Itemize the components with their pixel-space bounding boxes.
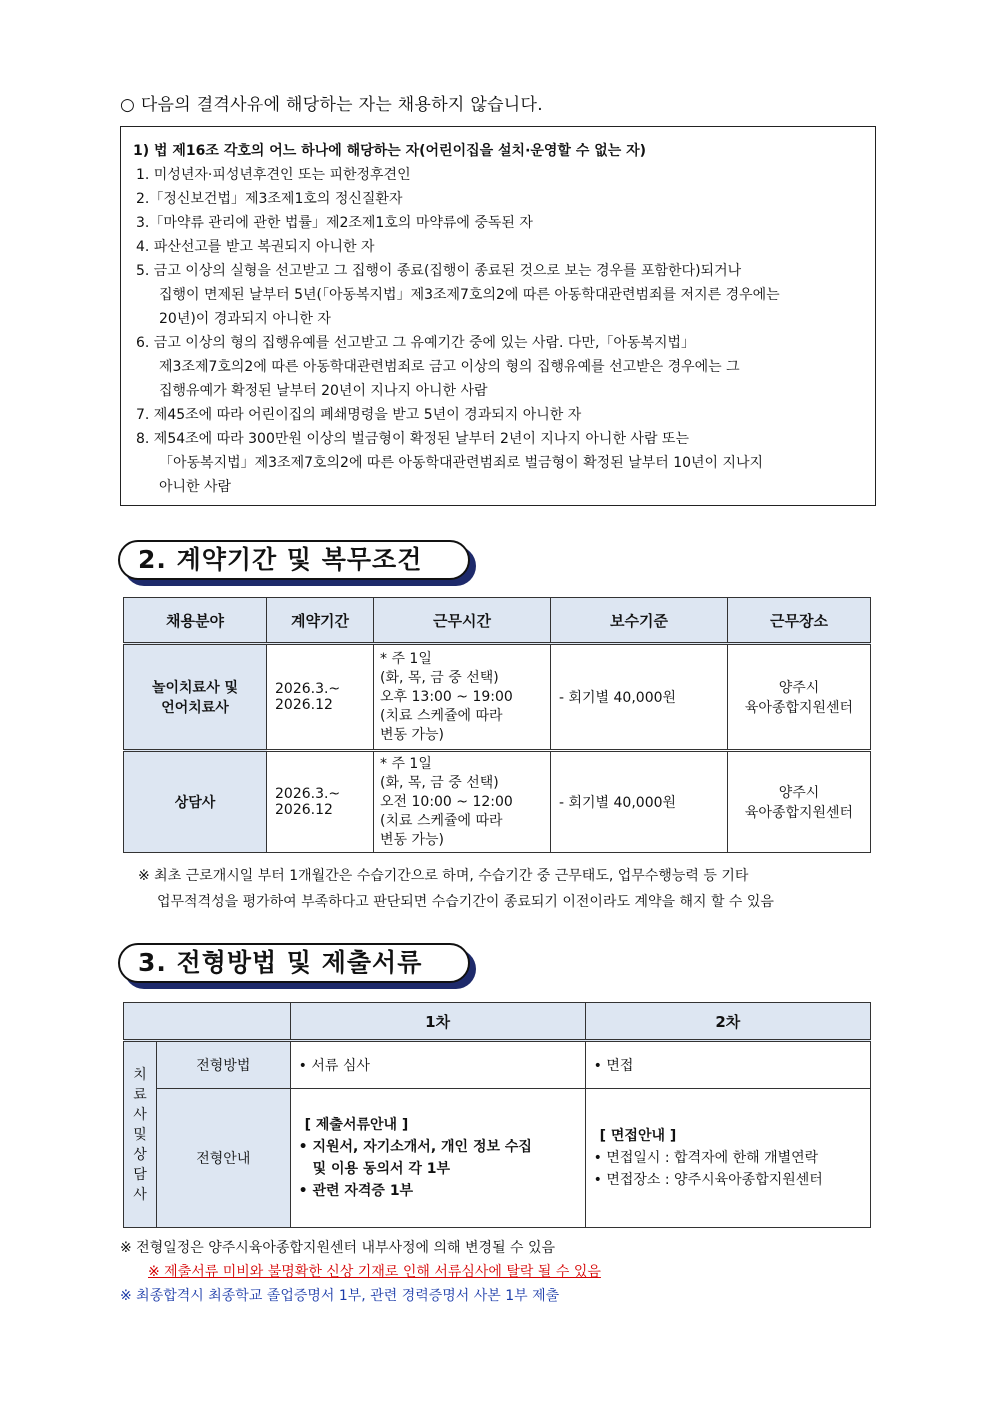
section3-title-badge (118, 943, 470, 983)
disqualification-item-cont: 아니한 사람 (159, 479, 232, 495)
row-hours-line: (치료 스케쥴에 따라 (380, 812, 503, 829)
probation-note-line: ※ 최초 근로개시일 부터 1개월간은 수습기간으로 하며, 수습기간 중 근무태도, 업무수행능력 등 기타 (138, 868, 749, 884)
disqualification-item: 6. 금고 이상의 형의 집행유예를 선고받고 그 유예기간 중에 있는 사람. 다만,「아동복지법」 (136, 335, 696, 351)
section2-title: 2. 계약기간 및 복무조건 (118, 540, 470, 580)
group-label-char: 및 (133, 1126, 147, 1143)
header-field: 채용분야 (124, 598, 267, 644)
header-stage1: 1차 (290, 1003, 585, 1041)
row-period-line: 2026.12 (275, 802, 333, 818)
group-label (124, 1041, 157, 1228)
row-hours-line: * 주 1일 (380, 650, 432, 667)
row-hours (374, 644, 551, 751)
row-place (728, 644, 871, 751)
guide-stage1-line: • 지원서, 자기소개서, 개인 정보 수집 (298, 1139, 532, 1155)
row-pay: - 회기별 40,000원 (551, 751, 728, 853)
selection-header-row (124, 1003, 871, 1041)
row-period-line: 2026.3.~ (275, 681, 341, 697)
row-hours-line: * 주 1일 (380, 755, 432, 772)
row-field (124, 644, 267, 751)
row-place (728, 751, 871, 853)
guide-stage2-line: • 면접장소 : 양주시육아종합지원센터 (593, 1172, 823, 1188)
row-place-line: 양주시 (778, 680, 820, 696)
group-label-char: 료 (133, 1086, 147, 1103)
row-period-line: 2026.3.~ (275, 786, 341, 802)
group-label-char: 담 (133, 1166, 147, 1183)
intro-text: ○ 다음의 결격사유에 해당하는 자는 채용하지 않습니다. (120, 95, 543, 115)
row-field-line: 언어치료사 (161, 700, 229, 716)
disqualification-item: 8. 제54조에 따라 300만원 이상의 벌금형이 확정된 날부터 2년이 지나지 아니한 사람 또는 (136, 431, 689, 447)
row-place-line: 육아종합지원센터 (744, 700, 854, 716)
disqualification-item-cont: 집행이 면제된 날부터 5년(「아동복지법」제3조제7호의2에 따른 아동학대관련범죄를 저지른 경우에는 (159, 287, 780, 303)
disqualification-item-cont: 집행유예가 확정된 날부터 20년이 지나지 아니한 사람 (159, 383, 488, 399)
guide-stage2-title: [ 면접안내 ] (599, 1128, 677, 1144)
header-pay: 보수기준 (551, 598, 728, 644)
header-period: 계약기간 (267, 598, 374, 644)
guide-stage2 (585, 1089, 870, 1228)
probation-note-line: 업무적격성을 평가하여 부족하다고 판단되면 수습기간이 종료되기 이전이라도 계약을 해지 할 수 있음 (157, 894, 774, 910)
method-row (124, 1041, 871, 1089)
selection-table (123, 1002, 871, 1228)
row-pay: - 회기별 40,000원 (551, 644, 728, 751)
disqualification-item-cont: 20년)이 경과되지 아니한 자 (159, 311, 331, 327)
contract-header-row (124, 598, 871, 644)
schedule-note: ※ 전형일정은 양주시육아종합지원센터 내부사정에 의해 변경될 수 있음 (120, 1240, 556, 1256)
method-stage1: • 서류 심사 (290, 1041, 585, 1089)
disqualification-item-cont: 제3조제7호의2에 따른 아동학대관련범죄로 금고 이상의 형의 집행유예를 선고받은 경우에는 그 (159, 359, 740, 375)
guide-label: 전형안내 (157, 1089, 291, 1228)
group-label-char: 사 (133, 1106, 147, 1123)
probation-note (138, 863, 774, 915)
row-hours-line: 변동 가능) (380, 831, 445, 848)
guide-stage1-title: [ 제출서류안내 ] (304, 1117, 409, 1133)
row-hours-line: (치료 스케쥴에 따라 (380, 707, 503, 724)
row-period-line: 2026.12 (275, 697, 333, 713)
row-hours (374, 751, 551, 853)
row-hours-line: (화, 목, 금 중 선택) (380, 669, 499, 686)
contract-row (124, 751, 871, 853)
header-place: 근무장소 (728, 598, 871, 644)
method-stage2: • 면접 (585, 1041, 870, 1089)
row-period (267, 644, 374, 751)
guide-stage1 (290, 1089, 585, 1228)
group-label-char: 상 (133, 1146, 147, 1163)
row-place-line: 양주시 (778, 785, 820, 801)
guide-row (124, 1089, 871, 1228)
disqualification-item-cont: 「아동복지법」제3조제7호의2에 따른 아동학대관련범죄로 벌금형이 확정된 날부터 10년이 지나지 (159, 455, 764, 471)
header-blank (124, 1003, 291, 1041)
guide-stage1-line: 및 이용 동의서 각 1부 (312, 1161, 451, 1177)
row-period (267, 751, 374, 853)
document-warning-note: ※ 제출서류 미비와 불명확한 신상 기재로 인해 서류심사에 탈락 될 수 있음 (148, 1264, 601, 1280)
row-field-line: 놀이치료사 및 (151, 680, 239, 696)
disqualification-item: 2.「정신보건법」제3조제1호의 정신질환자 (136, 191, 403, 207)
section2-title-badge (118, 540, 470, 580)
contract-table (123, 597, 871, 853)
disqualification-item: 1. 미성년자·피성년후견인 또는 피한정후견인 (136, 167, 411, 183)
header-stage2: 2차 (585, 1003, 870, 1041)
disqualification-item: 5. 금고 이상의 실형을 선고받고 그 집행이 종료(집행이 종료된 것으로 보는 경우를 포함한다)되거나 (136, 263, 742, 279)
contract-row (124, 644, 871, 751)
row-hours-line: (화, 목, 금 중 선택) (380, 774, 499, 791)
guide-stage1-line: • 관련 자격증 1부 (298, 1183, 414, 1199)
group-label-char: 사 (133, 1186, 147, 1203)
disqualification-box (120, 126, 876, 506)
row-hours-line: 변동 가능) (380, 726, 445, 743)
row-hours-line: 오전 10:00 ~ 12:00 (380, 793, 513, 810)
final-documents-note: ※ 최종합격시 최종학교 졸업증명서 1부, 관련 경력증명서 사본 1부 제출 (120, 1288, 560, 1304)
row-field-line: 상담사 (174, 795, 216, 811)
disqualification-list (133, 163, 863, 499)
disqualification-item: 4. 파산선고를 받고 복권되지 아니한 자 (136, 239, 375, 255)
method-label: 전형방법 (157, 1041, 291, 1089)
row-field (124, 751, 267, 853)
group-label-char: 치 (133, 1066, 147, 1083)
row-place-line: 육아종합지원센터 (744, 805, 854, 821)
header-hours: 근무시간 (374, 598, 551, 644)
guide-stage2-line: • 면접일시 : 합격자에 한해 개별연락 (593, 1150, 819, 1166)
row-hours-line: 오후 13:00 ~ 19:00 (380, 688, 513, 705)
disqualification-heading: 1) 법 제16조 각호의 어느 하나에 해당하는 자(어린이집을 설치·운영할 수 없는 자) (133, 143, 647, 159)
section3-title: 3. 전형방법 및 제출서류 (118, 943, 470, 983)
disqualification-item: 7. 제45조에 따라 어린이집의 폐쇄명령을 받고 5년이 경과되지 아니한 자 (136, 407, 582, 423)
disqualification-item: 3.「마약류 관리에 관한 법률」제2조제1호의 마약류에 중독된 자 (136, 215, 533, 231)
